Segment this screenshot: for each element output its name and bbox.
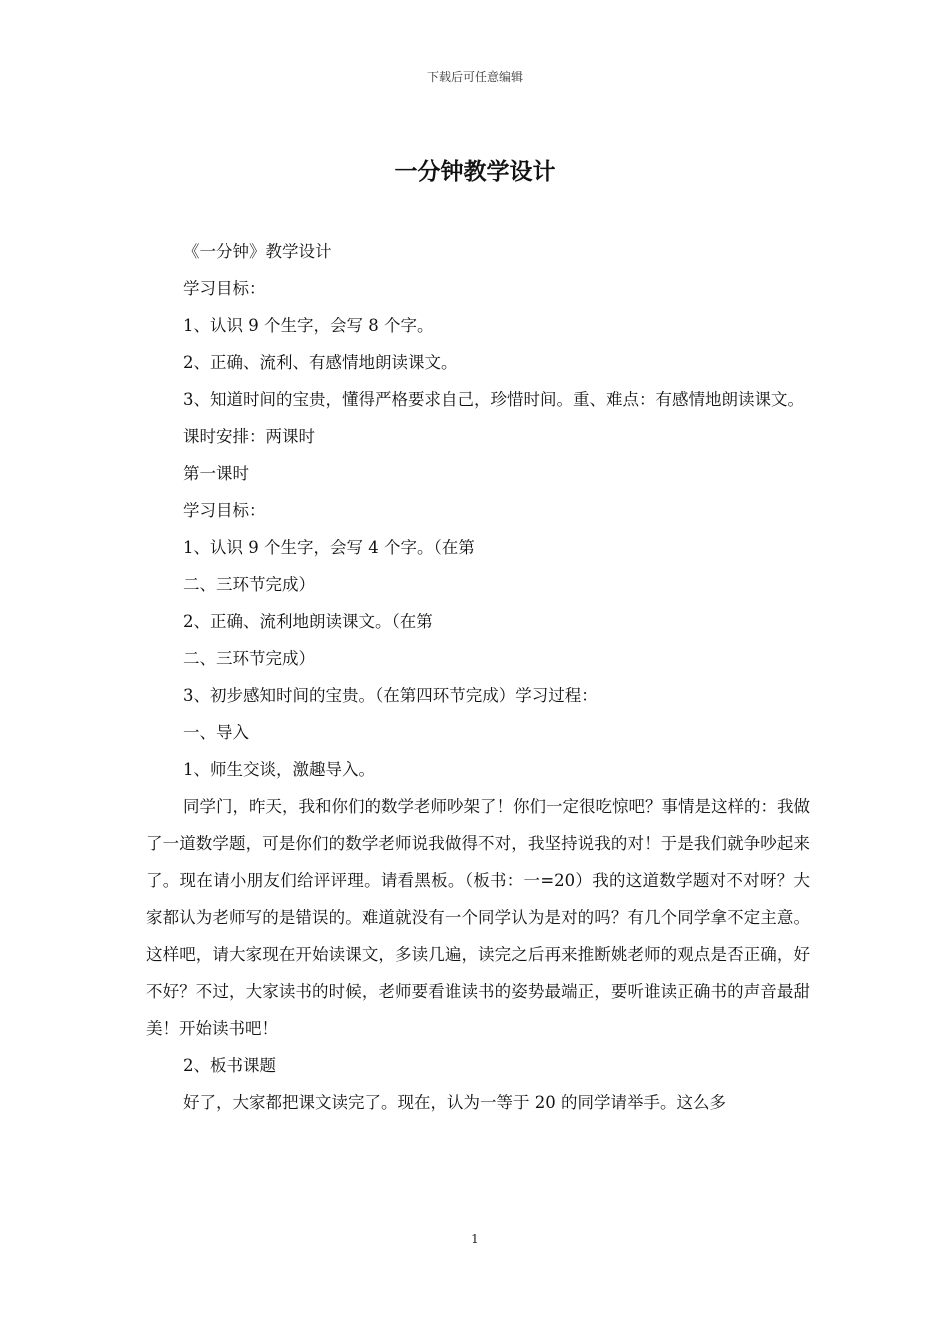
document-body — [146, 233, 810, 1121]
paragraph-goal-1: 1、认识 9 个生字，会写 8 个字。 — [183, 316, 434, 335]
paragraph-lesson-one: 第一课时 — [183, 464, 249, 483]
paragraph-subtitle: 《一分钟》教学设计 — [183, 242, 332, 261]
paragraph-step-2: 2、板书课题 — [183, 1056, 276, 1075]
paragraph-lesson-goal-2: 2、正确、流利地朗读课文。（在第 — [183, 612, 433, 631]
paragraph-lesson-goal-1-cont: 二、三环节完成） — [183, 575, 315, 594]
document-title: 一分钟教学设计 — [394, 158, 556, 185]
paragraph-goal-3: 3、知道时间的宝贵，懂得严格要求自己，珍惜时间。重、难点：有感情地朗读课文。 — [183, 390, 804, 409]
paragraph-goal-2: 2、正确、流利、有感情地朗读课文。 — [183, 353, 458, 372]
header-note: 下载后可任意编辑 — [426, 70, 523, 84]
paragraph-lesson-goal-3: 3、初步感知时间的宝贵。（在第四环节完成）学习过程： — [183, 686, 598, 705]
paragraph-lesson-goal-1: 1、认识 9 个生字，会写 4 个字。（在第 — [183, 538, 475, 557]
page-number: 1 — [471, 1232, 479, 1246]
paragraph-goals-heading-2: 学习目标： — [183, 501, 266, 520]
paragraph-step-1: 1、师生交谈，激趣导入。 — [183, 760, 375, 779]
paragraph-story: 同学门，昨天，我和你们的数学老师吵架了！你们一定很吃惊吧？事情是这样的：我做了一道数学题，可是你们的数学老师说我做得不对，我坚持说我的对！于是我们就争吵起来了。现在请小朋友们给评评理。请看黑板。（板书：一=20）我的这道数学题对不对呀？大家都认为老师写的是错误的。难道就没有一个同学认为是对的吗？有几个同学拿不定主意。这样吧，请大家现在开始读课文，多读几遍，读完之后再来推断姚老师的观点是否正确，好不好？不过，大家读书的时候，老师要看谁读书的姿势最端正，要听谁读正确书的声音最甜美！开始读书吧！ — [146, 797, 810, 1038]
paragraph-continuation: 好了，大家都把课文读完了。现在，认为一等于 20 的同学请举手。这么多 — [183, 1093, 726, 1112]
paragraph-lesson-goal-2-cont: 二、三环节完成） — [183, 649, 315, 668]
paragraph-section-intro: 一、导入 — [183, 723, 249, 742]
paragraph-schedule: 课时安排：两课时 — [183, 427, 315, 446]
paragraph-goals-heading: 学习目标： — [183, 279, 266, 298]
